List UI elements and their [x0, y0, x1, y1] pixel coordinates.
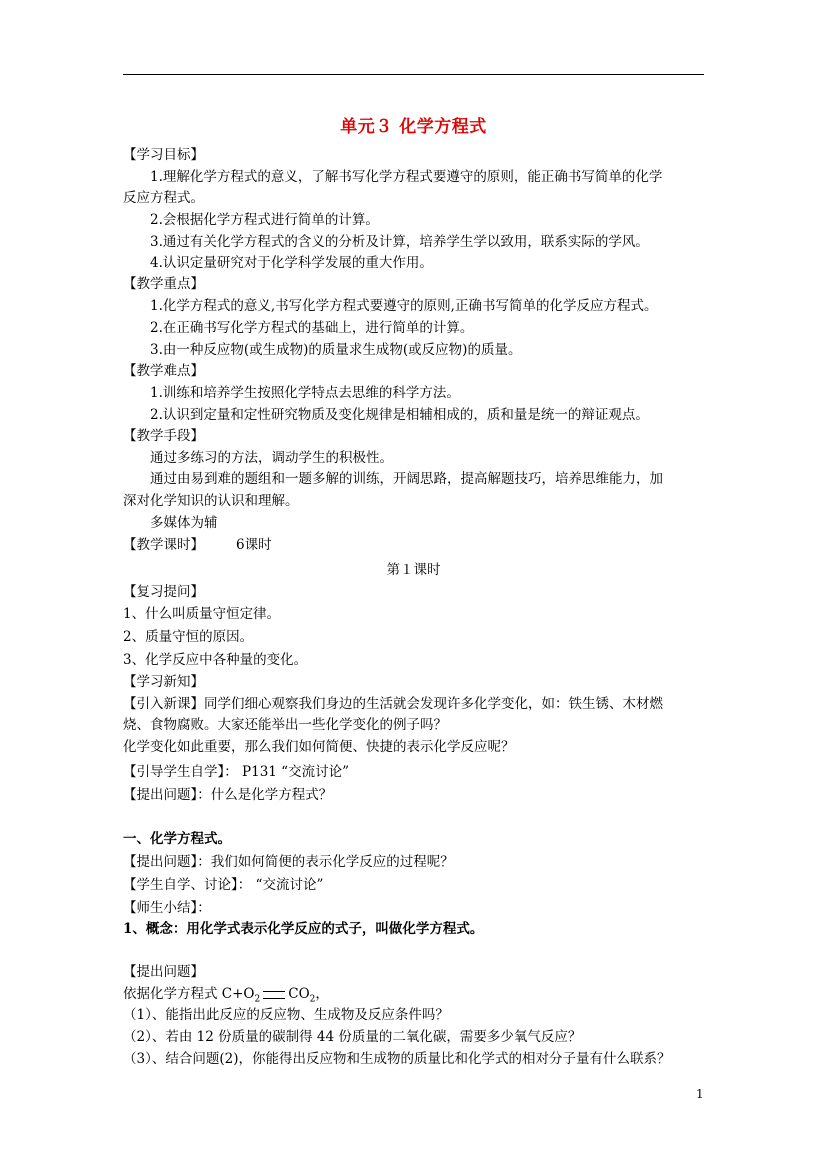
objective-line: 2.会根据化学方程式进行简单的计算。: [150, 212, 379, 228]
review-item: 2、质量守恒的原因。: [123, 629, 254, 645]
header-rule: [123, 74, 704, 75]
review-item: 1、什么叫质量守恒定律。: [123, 606, 281, 622]
concept-line: 1、概念：用化学式表示化学反应的式子，叫做化学方程式。: [123, 921, 484, 937]
hours-line: [123, 535, 272, 555]
review-header: 【复习提问】: [123, 584, 204, 600]
method-line: 通过多练习的方法，调动学生的积极性。: [150, 450, 393, 466]
lesson-title: 第１课时: [386, 562, 441, 578]
difficulties-header: 【教学难点】: [123, 363, 204, 379]
methods-header: 【教学手段】: [123, 428, 204, 444]
new-knowledge-header: 【学习新知】: [123, 674, 204, 690]
intro-line: 烧、食物腐败。大家还能举出一些化学变化的例子吗？: [123, 717, 447, 733]
equation-line: 依据化学方程式 $C+O_2$ $CO_2$，: [123, 986, 329, 1005]
objective-line: 3.通过有关化学方程式的含义的分析及计算，培养学生学以致用，联系实际的学风。: [150, 234, 649, 250]
difficulty-line: 1.训练和培养学生按照化学特点去思维的科学方法。: [150, 385, 460, 401]
section-heading: 一、化学方程式。: [123, 831, 231, 847]
key-point-line: 3.由一种反应物(或生成物)的质量求生成物(或反应物)的质量。: [150, 342, 522, 358]
objectives-header: 【学习目标】: [123, 147, 204, 163]
question-line: 【提出问题】：什么是化学方程式？: [123, 787, 333, 803]
objective-line: 4.认识定量研究对于化学科学发展的重大作用。: [150, 255, 433, 271]
hours-value: 6课时: [236, 537, 272, 553]
summary-line: 【师生小结】：: [123, 900, 211, 916]
objective-line: 反应方程式。: [123, 190, 204, 206]
question-item: （2）、若由 12 份质量的碳制得 44 份质量的二氧化碳，需要多少氧气反应？: [123, 1029, 582, 1045]
page-number: 1: [696, 1087, 704, 1101]
objective-line: 1.理解化学方程式的意义，了解书写化学方程式要遵守的原则，能正确书写简单的化学: [150, 169, 663, 185]
method-line: 深对化学知识的认识和理解。: [123, 493, 299, 509]
key-point-line: 2.在正确书写化学方程式的基础上，进行简单的计算。: [150, 320, 474, 336]
question-line: 【提出问题】：我们如何简便的表示化学反应的过程呢？: [123, 854, 454, 870]
difficulty-line: 2.认识到定量和定性研究物质及变化规律是相辅相成的，质和量是统一的辩证观点。: [150, 407, 649, 423]
intro-line: 化学变化如此重要，那么我们如何简便、快捷的表示化学反应呢？: [123, 739, 515, 755]
hours-label: 【教学课时】: [123, 537, 204, 553]
review-item: 3、化学反应中各种量的变化。: [123, 652, 308, 668]
self-study-line: 【学生自学、讨论】： “交流讨论”: [123, 877, 324, 893]
question-header: 【提出问题】: [123, 964, 204, 980]
key-points-header: 【教学重点】: [123, 276, 204, 292]
question-item: （3）、结合问题(2)，你能得出反应物和生成物的质量比和化学式的相对分子量有什么联系？: [123, 1051, 671, 1067]
method-line: 多媒体为辅: [150, 515, 218, 531]
question-item: （1）、能指出此反应的反应物、生成物及反应条件吗？: [123, 1007, 449, 1023]
intro-line: 【引入新课】同学们细心观察我们身边的生活就会发现许多化学变化，如：铁生锈、木材燃: [123, 696, 663, 712]
page-title: 单元３ 化学方程式: [340, 117, 487, 137]
key-point-line: 1.化学方程式的意义,书写化学方程式要遵守的原则,正确书写简单的化学反应方程式。: [150, 298, 658, 314]
guide-line: 【引导学生自学】： P131 “交流讨论”: [123, 764, 349, 780]
equals-sign: [263, 991, 285, 999]
method-line: 通过由易到难的题组和一题多解的训练，开阔思路，提高解题技巧，培养思维能力，加: [150, 471, 663, 487]
